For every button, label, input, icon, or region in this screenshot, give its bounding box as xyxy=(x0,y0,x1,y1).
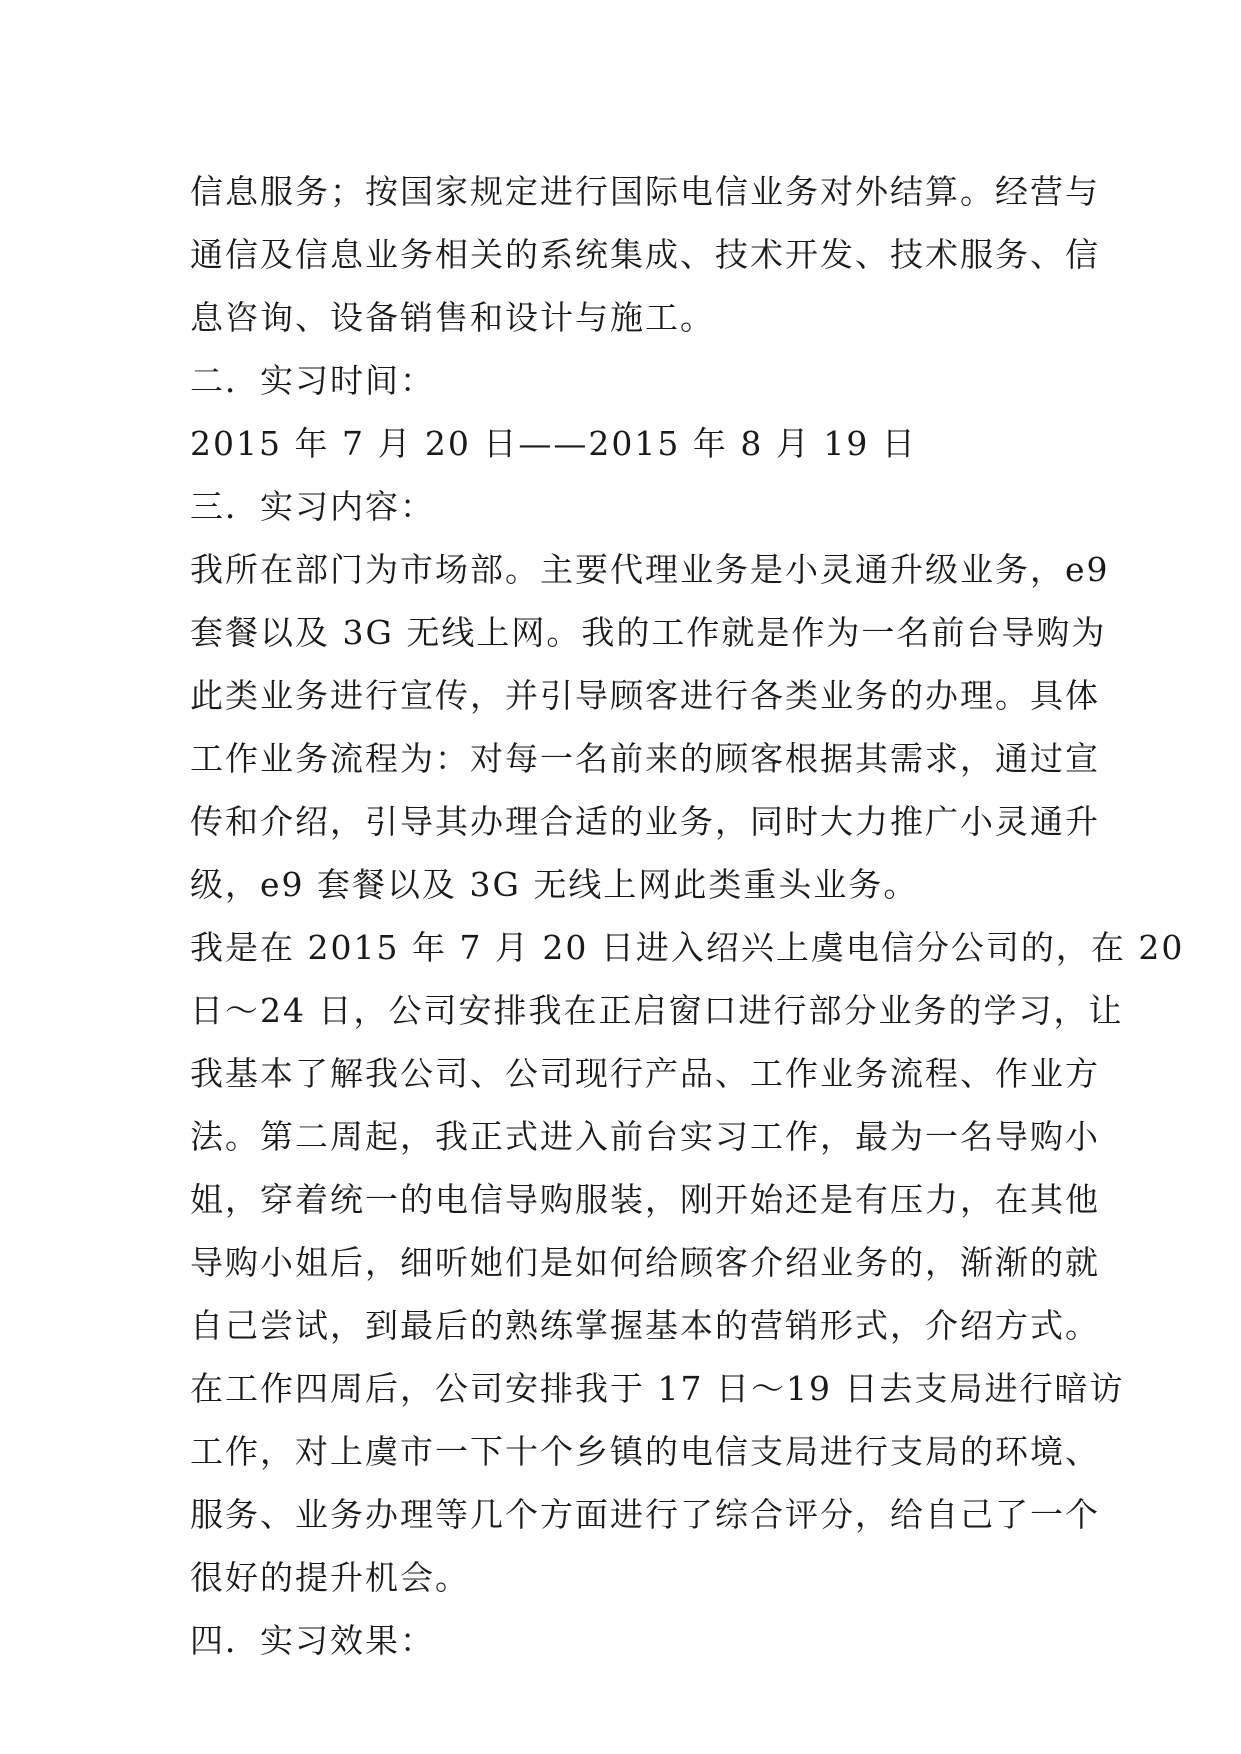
internship-date-range: 2015 年 7 月 20 日——2015 年 8 月 19 日 xyxy=(190,424,917,463)
text-line: 传和介绍，引导其办理合适的业务，同时大力推广小灵通升 xyxy=(190,802,1100,841)
text-line: 服务、业务办理等几个方面进行了综合评分，给自己了一个 xyxy=(190,1495,1100,1534)
text-line: 级，e9 套餐以及 3G 无线上网此类重头业务。 xyxy=(190,865,919,904)
text-line: 法。第二周起，我正式进入前台实习工作，最为一名导购小 xyxy=(190,1117,1100,1156)
text-line: 通信及信息业务相关的系统集成、技术开发、技术服务、信 xyxy=(190,235,1100,274)
text-line: 在工作四周后，公司安排我于 17 日～19 日去支局进行暗访 xyxy=(190,1369,1125,1408)
text-line: 很好的提升机会。 xyxy=(190,1558,470,1597)
text-line: 导购小姐后，细听她们是如何给顾客介绍业务的，渐渐的就 xyxy=(190,1243,1100,1282)
text-line: 息咨询、设备销售和设计与施工。 xyxy=(190,298,715,337)
section-heading-internship-content: 三．实习内容： xyxy=(190,487,435,526)
text-line: 此类业务进行宣传，并引导顾客进行各类业务的办理。具体 xyxy=(190,676,1100,715)
text-line: 工作，对上虞市一下十个乡镇的电信支局进行支局的环境、 xyxy=(190,1432,1100,1471)
document-body xyxy=(190,160,1185,1672)
text-line: 姐，穿着统一的电信导购服装，刚开始还是有压力，在其他 xyxy=(190,1180,1100,1219)
text-line: 我是在 2015 年 7 月 20 日进入绍兴上虞电信分公司的，在 20 xyxy=(190,928,1185,967)
text-line: 套餐以及 3G 无线上网。我的工作就是作为一名前台导购为 xyxy=(190,613,1107,652)
text-line: 日～24 日，公司安排我在正启窗口进行部分业务的学习，让 xyxy=(190,991,1124,1030)
section-heading-internship-results: 四．实习效果： xyxy=(190,1621,435,1660)
text-line: 信息服务；按国家规定进行国际电信业务对外结算。经营与 xyxy=(190,172,1100,211)
text-line: 工作业务流程为：对每一名前来的顾客根据其需求，通过宣 xyxy=(190,739,1100,778)
text-line: 我所在部门为市场部。主要代理业务是小灵通升级业务，e9 xyxy=(190,550,1110,589)
text-line: 我基本了解我公司、公司现行产品、工作业务流程、作业方 xyxy=(190,1054,1100,1093)
section-heading-internship-time: 二．实习时间： xyxy=(190,361,435,400)
text-line: 自己尝试，到最后的熟练掌握基本的营销形式，介绍方式。 xyxy=(190,1306,1100,1345)
